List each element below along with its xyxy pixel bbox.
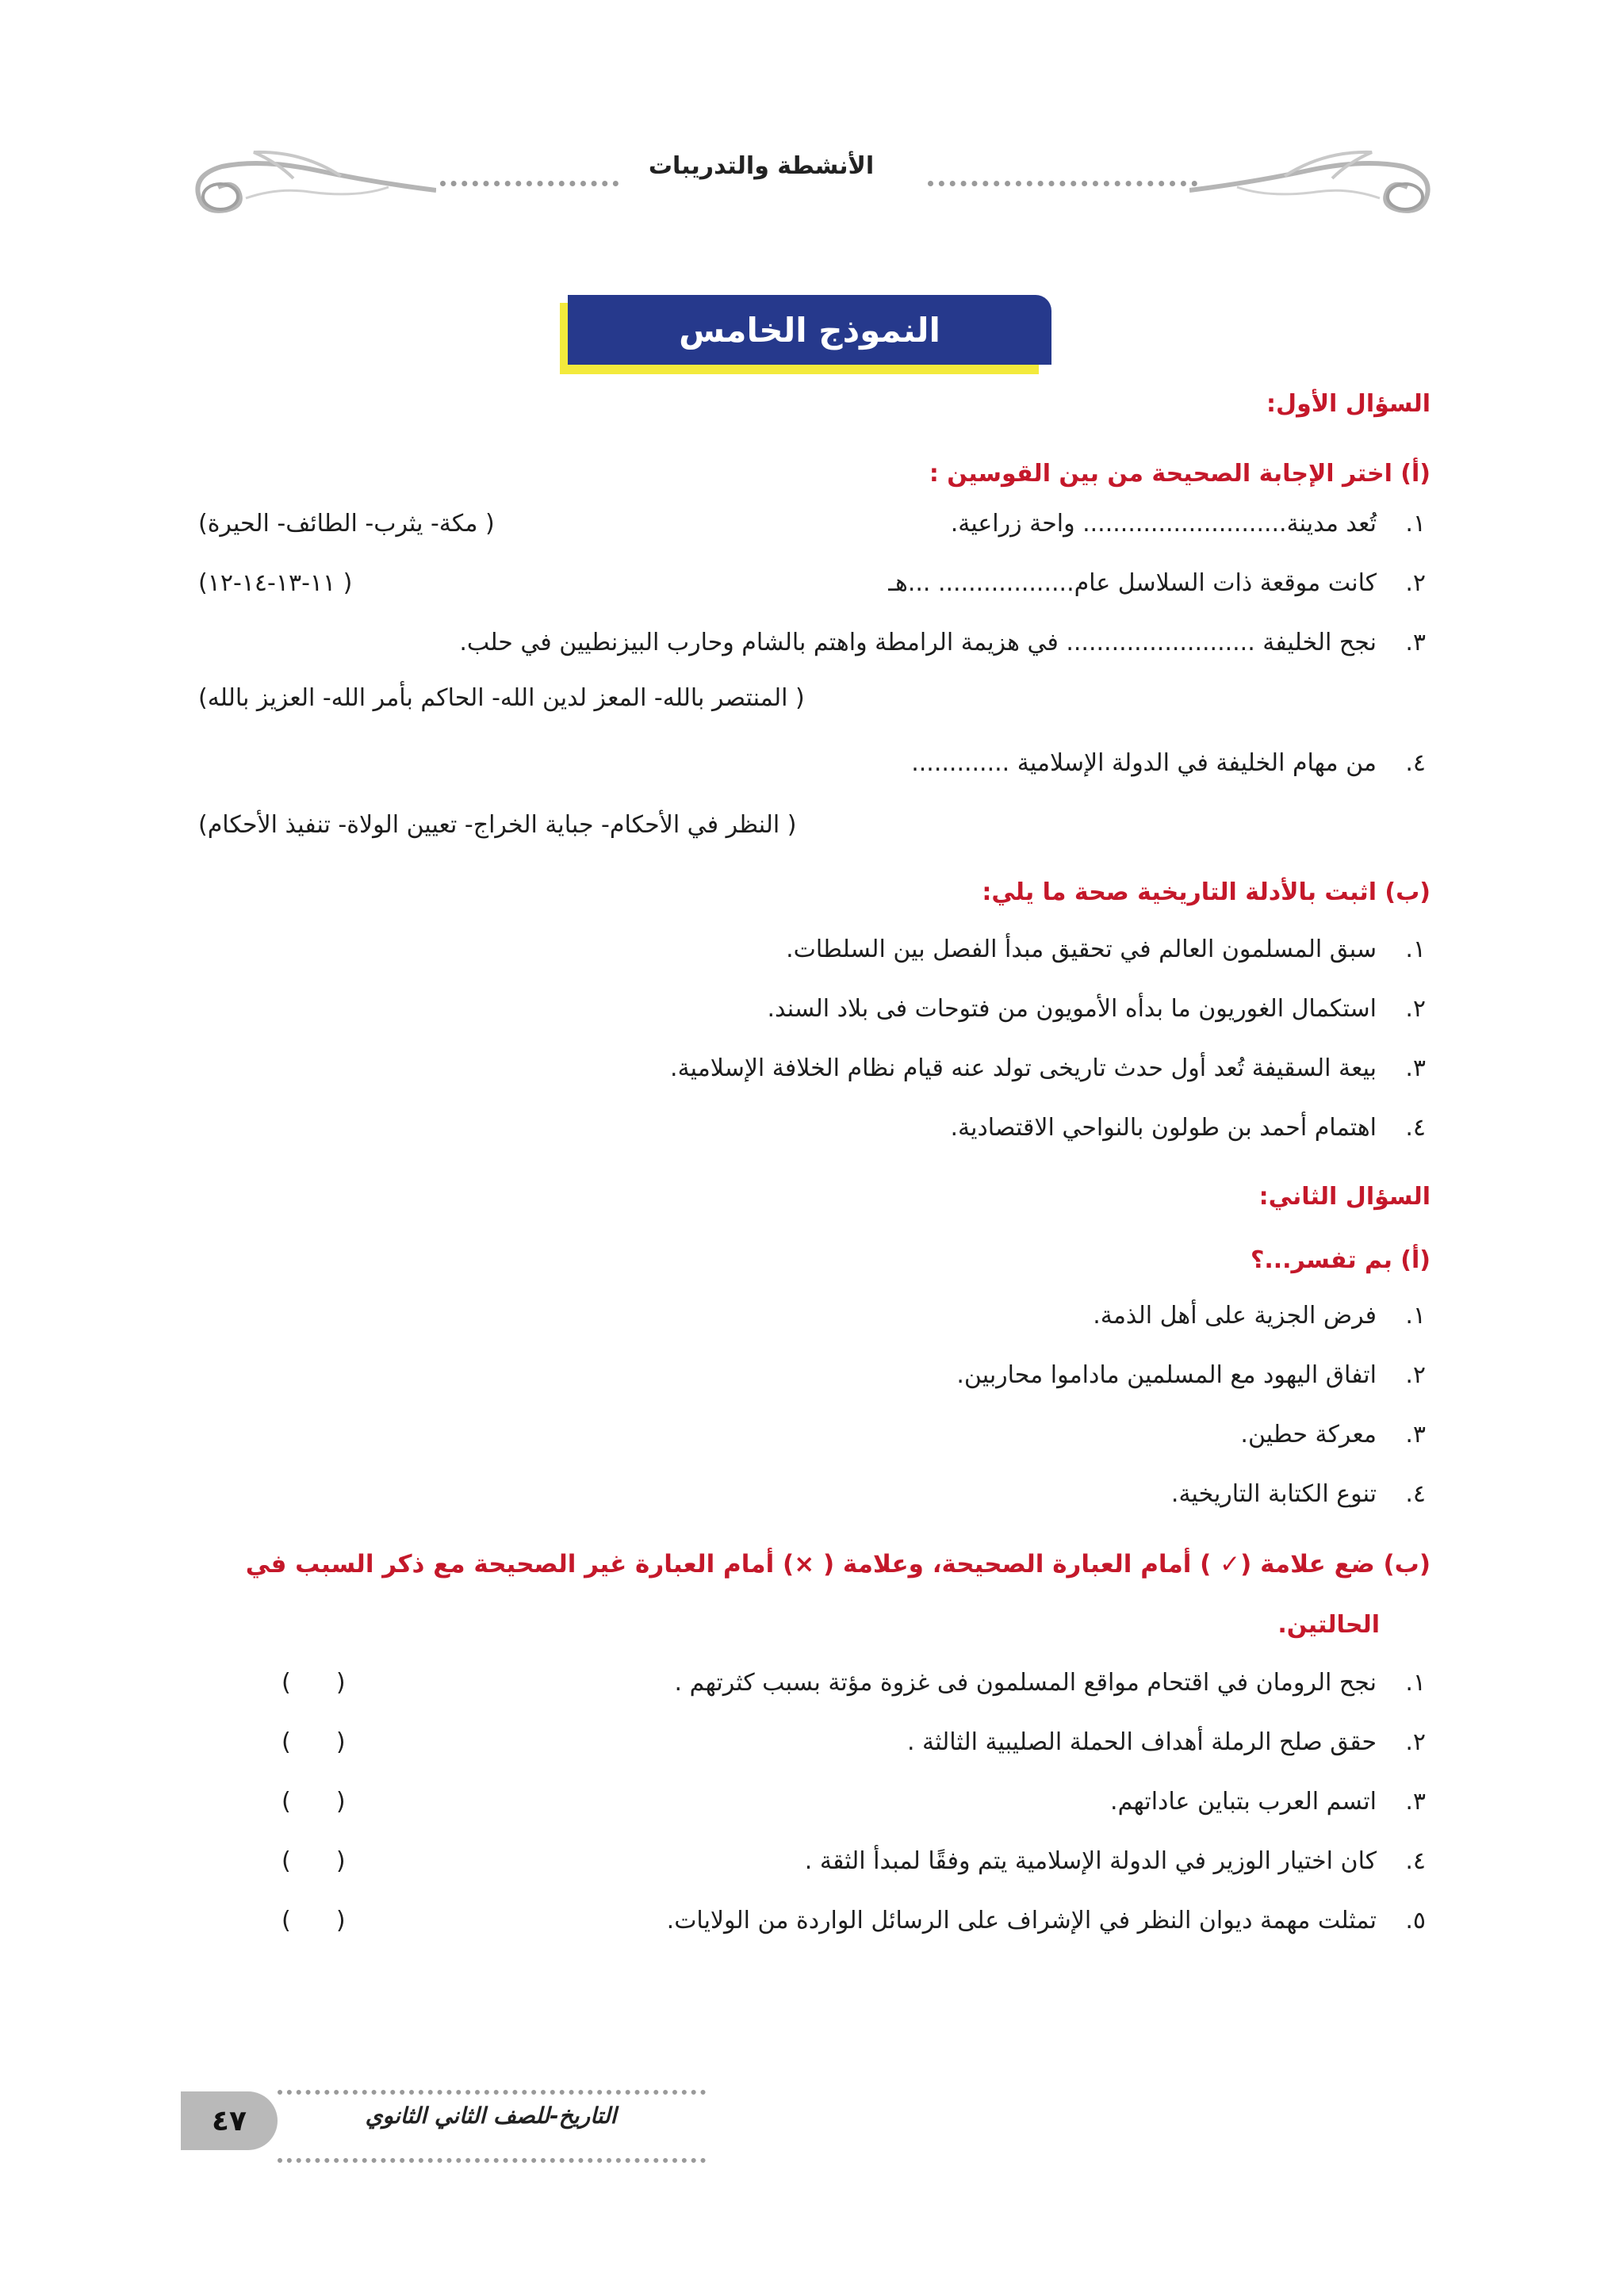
page-number: ٤٧ [181,2091,278,2150]
header-dots-right [928,181,1197,186]
q1b-item-3: ٣.بيعة السقيفة تُعد أول حدث تاريخى تولد عنه قيام نظام الخلافة الإسلامية. [670,1054,1426,1082]
q2a-item-3: ٣.معركة حطين. [1240,1421,1426,1448]
q1a-item-4: ٤.من مهام الخليفة في الدولة الإسلامية ............. [911,749,1426,777]
q1a-item-4-options: ( النظر في الأحكام- جباية الخراج- تعيين الولاة- تنفيذ الأحكام) [198,811,797,839]
q1a-item-1: ١.تُعد مدينة........................... واحة زراعية. [950,510,1426,538]
q1a-item-3-options: ( المنتصر بالله- المعز لدين الله- الحاكم بأمر الله- العزيز بالله) [198,684,805,712]
answer-box-5[interactable]: ( ) [282,1907,346,1934]
q2b-item-2: ٢.حقق صلح الرملة أهداف الحملة الصليبية الثالثة . [906,1728,1426,1756]
q1a-item-2-options: ( ١١-١٣-١٤-١٢) [198,569,353,597]
footer-dots-top [278,2090,706,2095]
q1-b-title: (ب) اثبت بالأدلة التاريخية صحة ما يلي: [982,878,1431,906]
header-section-title: الأنشطة والتدريبات [648,152,875,180]
q2a-item-1: ١.فرض الجزية على أهل الذمة. [1093,1302,1426,1330]
answer-box-2[interactable]: ( ) [282,1728,346,1756]
q1a-item-3: ٣.نجح الخليفة ......................... في هزيمة الرامطة واهتم بالشام وحارب البيزنطيين في حلب. [459,629,1426,656]
footer-dots-bottom [278,2158,706,2163]
answer-box-4[interactable]: ( ) [282,1847,346,1875]
footer-book-title: التاريخ-للصف الثاني الثانوي [365,2103,617,2129]
q2b-item-3: ٣.اتسم العرب بتباين عاداتهم. [1110,1788,1426,1816]
q1b-item-1: ١.سبق المسلمون العالم في تحقيق مبدأ الفصل بين السلطات. [786,936,1426,963]
header-ornament-right [1189,135,1435,222]
q2-b-title-line1: (ب) ضع علامة (✓ ) أمام العبارة الصحيحة، وعلامة ( ×) أمام العبارة غير الصحيحة مع ذكر السبب في [245,1550,1431,1578]
header-dots-left [440,181,619,186]
q2-b-title-line2: الحالتين. [1277,1611,1380,1639]
q2b-item-4: ٤.كان اختيار الوزير في الدولة الإسلامية يتم وفقًا لمبدأ الثقة . [804,1847,1426,1875]
q1-title: السؤال الأول: [1266,390,1431,418]
q1a-item-1-options: ( مكة- يثرب- الطائف- الحيرة) [198,510,495,538]
q2a-item-2: ٢.اتفاق اليهود مع المسلمين ماداموا محاربين. [956,1361,1426,1389]
q2a-item-4: ٤.تنوع الكتابة التاريخية. [1170,1480,1426,1508]
q1b-item-2: ٢.استكمال الغوريون ما بدأه الأمويون من فتوحات فى بلاد السند. [767,995,1426,1023]
q1a-item-2: ٢.كانت موقعة ذات السلاسل عام.................. ...هـ [888,569,1426,597]
q2-a-title: (أ) بم تفسر...؟ [1250,1246,1431,1274]
q2b-item-1: ١.نجح الرومان في اقتحام مواقع المسلمون فى غزوة مؤتة بسبب كثرتهم . [674,1669,1426,1697]
q2b-item-5: ٥.تمثلت مهمة ديوان النظر في الإشراف على الرسائل الواردة من الولايات. [666,1907,1426,1934]
model-title: النموذج الخامس [568,295,1051,365]
header-ornament-left [190,135,436,222]
answer-box-1[interactable]: ( ) [282,1669,346,1697]
q1b-item-4: ٤.اهتمام أحمد بن طولون بالنواحي الاقتصادية. [950,1114,1426,1142]
model-title-banner [560,295,1051,374]
q2-title: السؤال الثاني: [1258,1183,1431,1211]
q1-a-title: (أ) اختر الإجابة الصحيحة من بين القوسين : [929,460,1431,488]
answer-box-3[interactable]: ( ) [282,1788,346,1816]
